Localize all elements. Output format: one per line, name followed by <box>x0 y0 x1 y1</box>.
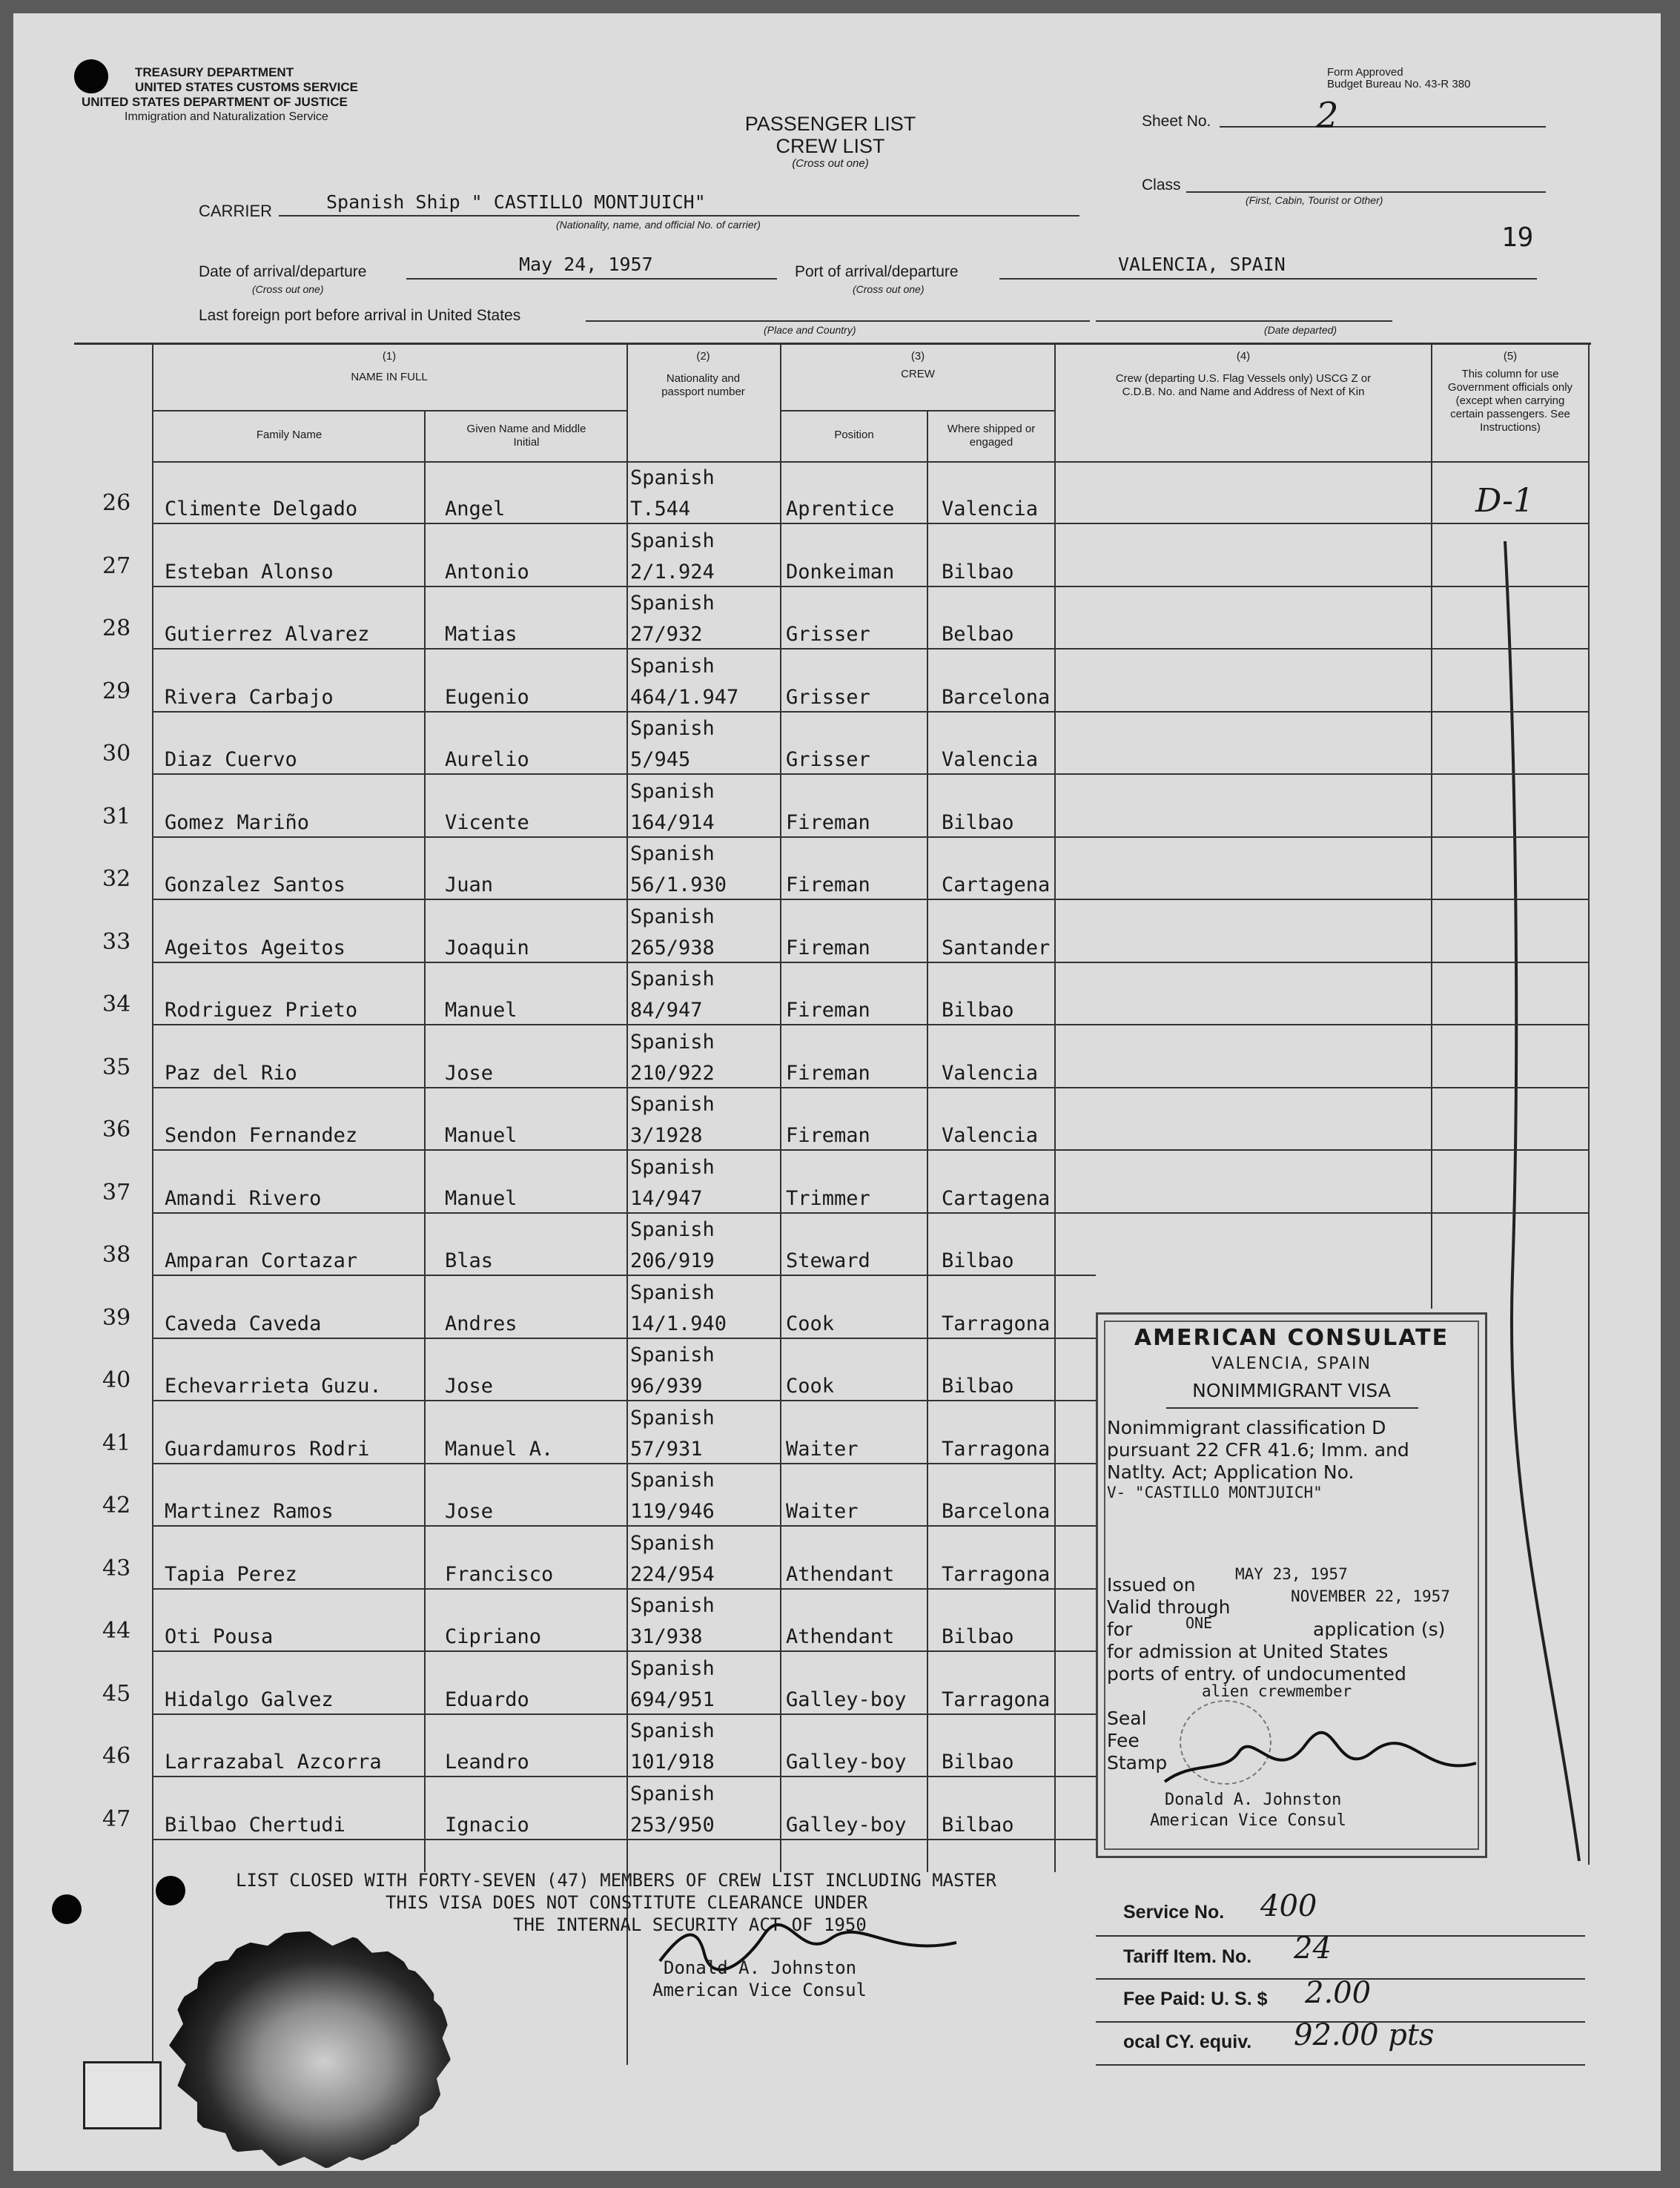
crew-position: Cook <box>786 1312 835 1335</box>
crew-position: Fireman <box>786 873 870 896</box>
passport-number: 56/1.930 <box>630 873 727 896</box>
dept-line: UNITED STATES CUSTOMS SERVICE <box>135 80 359 94</box>
consul-signature-stamp <box>1157 1730 1484 1797</box>
local-equiv-label: ocal CY. equiv. <box>1123 2032 1252 2052</box>
stamp-issued-label: Issued on <box>1107 1574 1196 1596</box>
stamp-consul-name: Donald A. Johnston <box>1165 1791 1342 1809</box>
crew-position: Grisser <box>786 748 870 771</box>
given-name: Eduardo <box>445 1688 529 1711</box>
row-rule <box>152 1588 1096 1590</box>
where-engaged: Bilbao <box>942 1375 1014 1398</box>
last-port-label: Last foreign port before arrival in United States <box>199 307 521 324</box>
row-rule <box>152 1024 1588 1025</box>
row-rule <box>152 1087 1588 1088</box>
row-number: 42 <box>102 1493 131 1518</box>
where-engaged: Belbao <box>942 623 1014 646</box>
nationality: Spanish <box>630 466 715 489</box>
col2-header <box>628 350 778 399</box>
hdr-bottom-rule <box>152 461 1588 463</box>
passport-number: 3/1928 <box>630 1124 703 1147</box>
place-hint: (Place and Country) <box>764 324 856 336</box>
row-rule <box>152 1776 1096 1777</box>
footer-line-1: LIST CLOSED WITH FORTY-SEVEN (47) MEMBERS OF CREW LIST INCLUDING MASTER <box>236 1870 996 1891</box>
stamp-ports-line: ports of entry. of undocumented <box>1107 1663 1406 1685</box>
tariff-value: 24 <box>1294 1931 1332 1966</box>
family-name: Sendon Fernandez <box>165 1124 358 1147</box>
row-rule <box>152 523 1588 524</box>
nationality: Spanish <box>630 1469 715 1492</box>
footer-consul-title: American Vice Consul <box>652 1980 867 2000</box>
class-label: Class <box>1142 176 1181 194</box>
passport-number: 27/932 <box>630 623 703 646</box>
given-name: Manuel A. <box>445 1437 554 1461</box>
port-underline <box>999 278 1537 280</box>
crew-position: Donkeiman <box>786 560 895 584</box>
stamp-for-label: for <box>1107 1619 1133 1640</box>
where-header: Where shipped or engaged <box>947 423 1036 449</box>
family-name: Climente Delgado <box>165 498 358 520</box>
dept-line: TREASURY DEPARTMENT <box>135 65 294 79</box>
given-name: Joaquin <box>445 936 529 959</box>
row-number: 41 <box>102 1430 131 1456</box>
where-engaged: Tarragona <box>942 1688 1051 1711</box>
col1-title: NAME IN FULL <box>351 371 428 383</box>
crew-position: Waiter <box>786 1437 859 1461</box>
port-value: VALENCIA, SPAIN <box>1118 254 1286 275</box>
passport-number: 57/931 <box>630 1437 703 1461</box>
sheet-number: 2 <box>1316 95 1339 136</box>
col5-header <box>1432 350 1588 434</box>
crew-position: Galley-boy <box>786 1813 907 1837</box>
where-engaged: Cartagena <box>942 1186 1051 1210</box>
family-name: Caveda Caveda <box>165 1312 322 1335</box>
where-engaged: Tarragona <box>942 1312 1051 1335</box>
row-number: 37 <box>102 1179 131 1206</box>
where-engaged: Tarragona <box>942 1562 1051 1586</box>
crew-position: Grisser <box>786 623 870 646</box>
row-number: 34 <box>102 991 131 1017</box>
col4-title: Crew (departing U.S. Flag Vessels only) USCG Z or C.D.B. No. and Name and Address of Next of Kin <box>1115 372 1372 398</box>
col1-number: (1) <box>382 350 397 363</box>
where-engaged: Valencia <box>942 498 1039 520</box>
fee-rule-4 <box>1096 2064 1585 2066</box>
table-top-border <box>74 343 1591 345</box>
passport-number: 14/1.940 <box>630 1312 727 1335</box>
row-rule <box>152 1650 1096 1652</box>
col1-header <box>152 350 626 384</box>
where-engaged: Barcelona <box>942 685 1051 709</box>
given-name: Jose <box>445 1061 494 1085</box>
row-rule <box>152 1463 1096 1464</box>
last-port-underline <box>586 320 1090 322</box>
col2-title: Nationality and passport number <box>661 372 745 398</box>
nationality: Spanish <box>630 529 715 552</box>
family-name: Martinez Ramos <box>165 1500 334 1523</box>
stamp-line-7: V- "CASTILLO MONTJUICH" <box>1107 1484 1323 1501</box>
family-name: Hidalgo Galvez <box>165 1688 334 1711</box>
nationality: Spanish <box>630 968 715 991</box>
given-name: Angel <box>445 498 506 520</box>
family-name: Paz del Rio <box>165 1061 297 1085</box>
stamp-alien-line: alien crewmember <box>1202 1682 1352 1700</box>
local-equiv-value: 92.00 pts <box>1294 2018 1435 2052</box>
passport-number: 164/914 <box>630 810 715 834</box>
title-crew: CREW LIST <box>775 135 885 157</box>
given-name: Juan <box>445 873 494 896</box>
where-engaged: Cartagena <box>942 873 1051 896</box>
table-row <box>0 902 1680 965</box>
given-name: Antonio <box>445 560 529 584</box>
row-rule <box>152 1338 1096 1339</box>
crew-position: Waiter <box>786 1500 859 1523</box>
stamp-seal-label: Seal <box>1107 1708 1147 1729</box>
footer-line-2: THIS VISA DOES NOT CONSTITUTE CLEARANCE UNDER <box>386 1892 868 1913</box>
col4-number: (4) <box>1236 350 1251 363</box>
stamp-consul-title: American Vice Consul <box>1150 1811 1346 1830</box>
budget-bureau-text: Budget Bureau No. 43-R 380 <box>1327 78 1471 90</box>
table-row <box>0 652 1680 714</box>
row-number: 35 <box>102 1054 131 1080</box>
date-label: Date of arrival/departure <box>199 263 367 280</box>
passport-number: 84/947 <box>630 999 703 1022</box>
where-engaged: Bilbao <box>942 1813 1014 1837</box>
passport-number: 224/954 <box>630 1562 715 1586</box>
table-row <box>0 1215 1680 1278</box>
crew-position: Athendant <box>786 1625 895 1648</box>
row-rule <box>152 711 1588 713</box>
footer-line-3: THE INTERNAL SECURITY ACT OF 1950 <box>513 1914 867 1935</box>
stamp-consulate: AMERICAN CONSULATE <box>1134 1325 1449 1351</box>
crew-position: Cook <box>786 1375 835 1398</box>
col3-header <box>781 350 1054 381</box>
given-name: Aurelio <box>445 748 529 771</box>
nationality: Spanish <box>630 717 715 740</box>
family-name: Gonzalez Santos <box>165 873 345 896</box>
where-engaged: Bilbao <box>942 999 1014 1022</box>
form-approved-text: Form Approved <box>1327 66 1403 79</box>
where-engaged: Valencia <box>942 1124 1039 1147</box>
carrier-label: CARRIER <box>199 202 273 220</box>
passport-number: 694/951 <box>630 1688 715 1711</box>
table-row <box>0 1153 1680 1215</box>
service-value: 400 <box>1260 1889 1317 1923</box>
family-name: Larrazabal Azcorra <box>165 1751 382 1774</box>
row-rule <box>152 1212 1588 1214</box>
given-name: Manuel <box>445 1124 517 1147</box>
given-name: Leandro <box>445 1751 529 1774</box>
row-rule <box>152 1713 1096 1715</box>
where-engaged: Valencia <box>942 1061 1039 1085</box>
stamp-visa-type: NONIMMIGRANT VISA <box>1192 1380 1391 1401</box>
stamp-stamp-label: Stamp <box>1107 1752 1168 1774</box>
stamp-admission-line: for admission at United States <box>1107 1641 1389 1662</box>
port-cross-out: (Cross out one) <box>853 283 925 295</box>
passport-number: 206/919 <box>630 1249 715 1272</box>
family-name: Ageitos Ageitos <box>165 936 345 959</box>
col4-header <box>1056 350 1431 399</box>
row-number: 43 <box>102 1555 131 1581</box>
row-number: 38 <box>102 1242 131 1268</box>
nationality: Spanish <box>630 779 715 803</box>
crew-position: Fireman <box>786 1124 870 1147</box>
row-number: 30 <box>102 741 131 767</box>
class-underline <box>1186 191 1546 193</box>
footer-consul-name: Donald A. Johnston <box>664 1957 857 1978</box>
stamp-valid-value: NOVEMBER 22, 1957 <box>1291 1587 1450 1605</box>
hdr-rule-crew <box>780 410 1054 412</box>
punch-hole-bottom <box>52 1894 82 1924</box>
given-name: Eugenio <box>445 685 529 709</box>
family-header: Family Name <box>256 429 323 441</box>
crew-position: Fireman <box>786 936 870 959</box>
crew-position: Athendant <box>786 1562 895 1586</box>
col2-number: (2) <box>696 350 710 363</box>
dept-line: UNITED STATES DEPARTMENT OF JUSTICE <box>82 95 348 109</box>
passport-number: 464/1.947 <box>630 685 739 709</box>
row-number: 31 <box>102 803 131 830</box>
passport-number: 5/945 <box>630 748 691 771</box>
date-departed-underline <box>1096 320 1392 322</box>
dept-line: Immigration and Naturalization Service <box>125 110 328 123</box>
row-number: 47 <box>102 1805 131 1832</box>
crew-position: Fireman <box>786 1061 870 1085</box>
nationality: Spanish <box>630 1782 715 1805</box>
table-row <box>0 589 1680 651</box>
date-departed-hint: (Date departed) <box>1264 324 1337 336</box>
department-header <box>82 65 358 125</box>
title-cross-out: (Cross out one) <box>792 157 869 170</box>
row-number: 44 <box>102 1618 131 1644</box>
family-name: Bilbao Chertudi <box>165 1813 345 1837</box>
row-rule <box>152 1839 1096 1840</box>
family-name: Echevarrieta Guzu. <box>165 1375 382 1398</box>
row-rule <box>152 1525 1096 1527</box>
port-label: Port of arrival/departure <box>795 263 959 280</box>
nationality: Spanish <box>630 1030 715 1054</box>
where-engaged: Bilbao <box>942 560 1014 584</box>
where-engaged: Bilbao <box>942 1625 1014 1648</box>
table-row <box>0 1028 1680 1090</box>
given-name: Matias <box>445 623 517 646</box>
row-number: 27 <box>102 552 131 579</box>
nationality: Spanish <box>630 654 715 678</box>
table-row <box>0 839 1680 902</box>
family-name: Amandi Rivero <box>165 1186 322 1210</box>
family-name: Amparan Cortazar <box>165 1249 358 1272</box>
passport-number: 101/918 <box>630 1751 715 1774</box>
nationality: Spanish <box>630 1343 715 1366</box>
col3-title: CREW <box>901 368 935 380</box>
row-rule <box>152 773 1588 775</box>
where-engaged: Santander <box>942 936 1051 959</box>
row-rule <box>152 899 1588 900</box>
punch-hole-middle <box>156 1876 185 1906</box>
row-number: 32 <box>102 866 131 892</box>
passport-number: 119/946 <box>630 1500 715 1523</box>
row-number: 45 <box>102 1680 131 1707</box>
row-number: 46 <box>102 1743 131 1769</box>
family-name: Tapia Perez <box>165 1562 297 1586</box>
given-name: Vicente <box>445 810 529 834</box>
crew-position: Trimmer <box>786 1186 870 1210</box>
stamp-application-label: application (s) <box>1313 1619 1446 1640</box>
family-name: Gomez Mariño <box>165 810 310 834</box>
row-rule <box>152 1275 1096 1276</box>
row-number: 40 <box>102 1367 131 1393</box>
where-engaged: Barcelona <box>942 1500 1051 1523</box>
table-row <box>0 965 1680 1027</box>
row-rule <box>152 648 1588 650</box>
position-header: Position <box>834 429 874 441</box>
col5-title: This column for use Government officials only (except when carrying certain passengers. See Instructions) <box>1447 368 1573 434</box>
carrier-underline <box>279 215 1079 217</box>
hdr-rule-name <box>152 410 626 412</box>
passport-number: 14/947 <box>630 1186 703 1210</box>
nationality: Spanish <box>630 1093 715 1116</box>
family-name: Gutierrez Alvarez <box>165 623 370 646</box>
stamp-divider <box>1166 1407 1418 1409</box>
page-number: 19 <box>1501 222 1534 253</box>
family-name: Guardamuros Rodri <box>165 1437 370 1461</box>
family-name: Rivera Carbajo <box>165 685 334 709</box>
nationality: Spanish <box>630 842 715 865</box>
stamp-for-value: ONE <box>1185 1614 1213 1632</box>
family-name: Rodriguez Prieto <box>165 999 358 1022</box>
row-number: 39 <box>102 1304 131 1331</box>
family-name: Oti Pousa <box>165 1625 274 1648</box>
stamp-line-4: Nonimmigrant classification D <box>1107 1417 1386 1438</box>
crew-position: Galley-boy <box>786 1751 907 1774</box>
fee-paid-value: 2.00 <box>1305 1976 1372 2010</box>
given-name: Francisco <box>445 1562 554 1586</box>
stamp-line-5: pursuant 22 CFR 41.6; Imm. and <box>1107 1439 1409 1461</box>
stamp-valid-label: Valid through <box>1107 1596 1231 1618</box>
given-name: Jose <box>445 1375 494 1398</box>
where-engaged: Valencia <box>942 748 1039 771</box>
form-approval <box>1327 67 1470 90</box>
title-passenger: PASSENGER LIST <box>744 113 916 135</box>
crew-position: Fireman <box>786 999 870 1022</box>
table-row <box>0 714 1680 776</box>
row-number: 28 <box>102 615 131 641</box>
where-engaged: Bilbao <box>942 1751 1014 1774</box>
date-cross-out: (Cross out one) <box>252 283 324 295</box>
row-number: 33 <box>102 928 131 955</box>
given-name: Andres <box>445 1312 517 1335</box>
nationality: Spanish <box>630 1218 715 1241</box>
col5-mark: D-1 <box>1475 482 1534 520</box>
sheet-label: Sheet No. <box>1142 113 1211 130</box>
stamp-fee-label: Fee <box>1107 1730 1140 1751</box>
nationality: Spanish <box>630 1280 715 1304</box>
nationality: Spanish <box>630 1719 715 1742</box>
sheet-underline <box>1220 126 1546 128</box>
given-name: Ignacio <box>445 1813 529 1837</box>
passport-number: 253/950 <box>630 1813 715 1837</box>
col3-number: (3) <box>910 350 925 363</box>
passport-number: 210/922 <box>630 1061 715 1085</box>
nationality: Spanish <box>630 905 715 928</box>
passport-number: T.544 <box>630 498 691 520</box>
passport-number: 96/939 <box>630 1375 703 1398</box>
row-number: 29 <box>102 678 131 704</box>
date-underline <box>406 278 777 280</box>
stamp-issued-value: MAY 23, 1957 <box>1235 1565 1348 1583</box>
list-title <box>730 113 930 170</box>
row-rule <box>152 836 1588 838</box>
passport-number: 265/938 <box>630 936 715 959</box>
nationality: Spanish <box>630 1406 715 1430</box>
carrier-hint: (Nationality, name, and official No. of carrier) <box>556 219 761 231</box>
nationality: Spanish <box>630 592 715 615</box>
class-hint: (First, Cabin, Tourist or Other) <box>1246 194 1383 206</box>
crew-position: Steward <box>786 1249 870 1272</box>
crew-position: Fireman <box>786 810 870 834</box>
family-name: Esteban Alonso <box>165 560 334 584</box>
row-rule <box>152 962 1588 963</box>
date-value: May 24, 1957 <box>519 254 653 275</box>
passport-number: 2/1.924 <box>630 560 715 584</box>
where-engaged: Bilbao <box>942 810 1014 834</box>
given-name: Manuel <box>445 999 517 1022</box>
col5-number: (5) <box>1503 350 1518 363</box>
nationality: Spanish <box>630 1531 715 1555</box>
fee-rule-1 <box>1096 1935 1585 1937</box>
crew-position: Galley-boy <box>786 1688 907 1711</box>
row-rule <box>152 1400 1096 1401</box>
given-header: Given Name and Middle Initial <box>466 423 586 449</box>
empty-box <box>83 2061 162 2129</box>
table-row <box>0 526 1680 589</box>
table-row <box>0 777 1680 839</box>
fee-paid-label: Fee Paid: U. S. $ <box>1123 1989 1268 2009</box>
where-engaged: Tarragona <box>942 1437 1051 1461</box>
row-number: 26 <box>102 490 131 516</box>
row-number: 36 <box>102 1117 131 1143</box>
row-rule <box>152 586 1588 587</box>
row-rule <box>152 1149 1588 1151</box>
passport-number: 31/938 <box>630 1625 703 1648</box>
given-name: Manuel <box>445 1186 517 1210</box>
service-label: Service No. <box>1123 1902 1225 1923</box>
given-name: Cipriano <box>445 1625 542 1648</box>
where-engaged: Bilbao <box>942 1249 1014 1272</box>
nationality: Spanish <box>630 1656 715 1680</box>
nationality: Spanish <box>630 1155 715 1179</box>
family-name: Diaz Cuervo <box>165 748 297 771</box>
carrier-value: Spanish Ship " CASTILLO MONTJUICH" <box>326 191 706 213</box>
stamp-city: VALENCIA, SPAIN <box>1211 1355 1372 1373</box>
given-name: Jose <box>445 1500 494 1523</box>
table-row <box>0 463 1680 526</box>
given-name: Blas <box>445 1249 494 1272</box>
table-row <box>0 1090 1680 1152</box>
crew-position: Aprentice <box>786 498 895 520</box>
stamp-line-6: Natlty. Act; Application No. <box>1107 1461 1355 1483</box>
crew-position: Grisser <box>786 685 870 709</box>
nationality: Spanish <box>630 1594 715 1617</box>
visa-stamp <box>1096 1312 1487 1858</box>
tariff-label: Tariff Item. No. <box>1123 1946 1252 1967</box>
